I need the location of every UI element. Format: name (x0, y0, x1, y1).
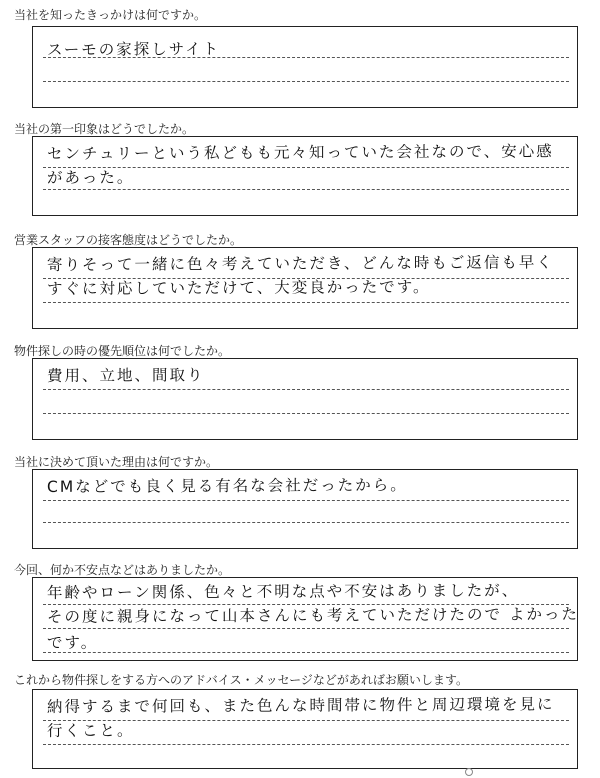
dashed-rule (43, 389, 569, 390)
answer-box (32, 577, 578, 661)
dashed-rule (43, 652, 569, 653)
dashed-rule (43, 189, 569, 190)
question-label: 営業スタッフの接客態度はどうでしたか。 (14, 233, 243, 247)
dashed-rule (43, 522, 569, 523)
answer-line: 年齢やローン関係、色々と不明な点や不安はありましたが、 (46, 581, 520, 602)
question-label: 当社を知ったきっかけは何ですか。 (14, 8, 207, 22)
question-label: 物件探しの時の優先順位は何でしたか。 (14, 344, 231, 358)
question-label: 当社の第一印象はどうでしたか。 (14, 122, 195, 136)
answer-box (32, 26, 578, 108)
answer-line: その度に親身になって山本さんにも考えていただけたので よかった (46, 605, 579, 626)
dashed-rule (43, 744, 569, 745)
question-label: 当社に決めて頂いた理由は何ですか。 (14, 455, 219, 469)
question-label: これから物件探しをする方へのアドバイス・メッセージなどがあればお願いします。 (14, 673, 468, 687)
dashed-rule (43, 500, 569, 501)
answer-box (32, 689, 578, 769)
answer-line: 費用、立地、間取り (46, 366, 205, 385)
answer-line: 行くこと。 (46, 721, 135, 740)
answer-box (32, 136, 578, 216)
dashed-rule (43, 413, 569, 414)
answer-line (47, 62, 569, 65)
scan-mark-icon (465, 768, 473, 776)
answer-line: スーモの家探しサイト (46, 40, 221, 59)
answer-line: すぐに対応していただけて、大変良かったです。 (46, 277, 431, 298)
answer-box (32, 469, 578, 549)
dashed-rule (43, 302, 569, 303)
answer-box (32, 358, 578, 440)
answer-line: 納得するまで何回も、また色んな時間帯に物件と周辺環境を見に (46, 695, 555, 716)
dashed-rule (43, 81, 569, 82)
answer-box (32, 247, 578, 329)
dashed-rule (43, 57, 569, 58)
answer-line: 寄りそって一緒に色々考えていただき、どんな時もご返信も早く (46, 253, 554, 274)
answer-line: センチュリーという私どもも元々知っていた会社なので、安心感 (46, 142, 554, 163)
question-label: 今回、何か不安点などはありましたか。 (14, 563, 231, 577)
answer-line: CMなどでも良く見る有名な会社だったから。 (46, 476, 408, 496)
answer-line: があった。 (46, 168, 135, 187)
answer-line: です。 (46, 633, 99, 652)
